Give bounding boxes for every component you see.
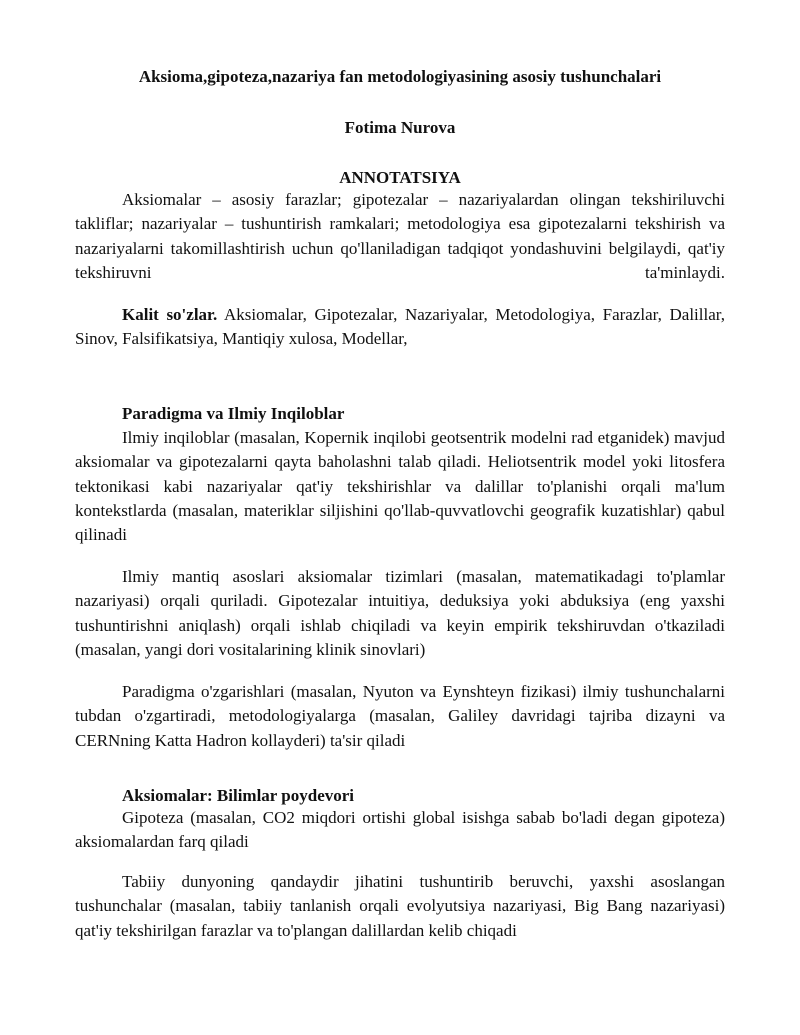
section1-paragraph: Ilmiy mantiq asoslari aksiomalar tizimlari (masalan, matematikadagi to'plamlar nazariyasi) orqali quriladi. Gipotezalar intuitiya, deduksiya yoki abduksiya (eng yaxshi tushuntirishni aniqlash) orqali ishlab chiqiladi va keyin empirik tekshiruvdan o'tkaziladi (masalan, yangi dori vositalarining klinik sinovlari) [75,567,725,659]
annotation-block [75,188,725,285]
document-title: Aksioma,gipoteza,nazariya fan metodologiyasining asosiy tushunchalari [138,67,662,86]
keywords-block [75,303,725,352]
annotation-paragraph: Aksiomalar – asosiy farazlar; gipotezalar – nazariyalardan olingan tekshiriluvchi takliflar; nazariyalar – tushuntirish ramkalari; metodologiya esa gipotezalarni tekshirish va nazariyalarni takomillashtirish uchun qo'llaniladigan tadqiqot yondashuvini belgilaydi, qat'iy tekshiruvni ta'minlaydi. [75,190,725,282]
section2-paragraph: Gipoteza (masalan, CO2 miqdori ortishi global isishga sabab bo'ladi degan gipoteza) aksiomalardan farq qiladi [75,808,725,852]
section1-paragraph-1-block [75,426,725,547]
section1-paragraph-2-block [75,565,725,662]
annotation-heading: ANNOTATSIYA [339,168,461,187]
keywords-paragraph [75,303,725,352]
section2-paragraph: Tabiiy dunyoning qandaydir jihatini tushuntirib beruvchi, yaxshi asoslangan tushunchalar (masalan, tabiiy tanlanish orqali evolyutsiya nazariyasi, Big Bang nazariyasi) qat'iy tekshirilgan farazlar va to'plangan dalillardan kelib chiqadi [75,872,725,940]
keywords-label: Kalit so'zlar. [122,305,218,324]
keywords-text: Aksiomalar, Gipotezalar, Nazariyalar, Metodologiya, Farazlar, Dalillar, Sinov, Falsifikatsiya, Mantiqiy xulosa, Modellar, [75,305,725,349]
section1-paragraph-3-block [75,680,725,753]
section1-paragraph: Paradigma o'zgarishlari (masalan, Nyuton va Eynshteyn fizikasi) ilmiy tushunchalarni tubdan o'zgartiradi, metodologiyalarga (masalan, Galiley davridagi tajriba dizayni va CERNning Katta Hadron kollayderi) ta'sir qiladi [75,682,725,750]
section2-paragraph-1-block [75,806,725,855]
document-author: Fotima Nurova [344,118,456,137]
section2-paragraph-2-block [75,870,725,943]
section-heading-paradigma: Paradigma va Ilmiy Inqiloblar [122,404,345,423]
section1-paragraph: Ilmiy inqiloblar (masalan, Kopernik inqilobi geotsentrik modelni rad etganidek) mavjud aksiomalar va gipotezalarni qayta baholashni talab qiladi. Heliotsentrik model yoki litosfera tektonikasi kabi nazariyalar qat'iy tekshirishlar va dalillar to'planishi orqali ma'lum kontekstlarda (masalan, materiklar siljishini qo'llab-quvvatlovchi geografik kuzatishlar) qabul qilinadi [75,428,725,545]
section-heading-aksiomalar: Aksiomalar: Bilimlar poydevori [122,786,355,805]
